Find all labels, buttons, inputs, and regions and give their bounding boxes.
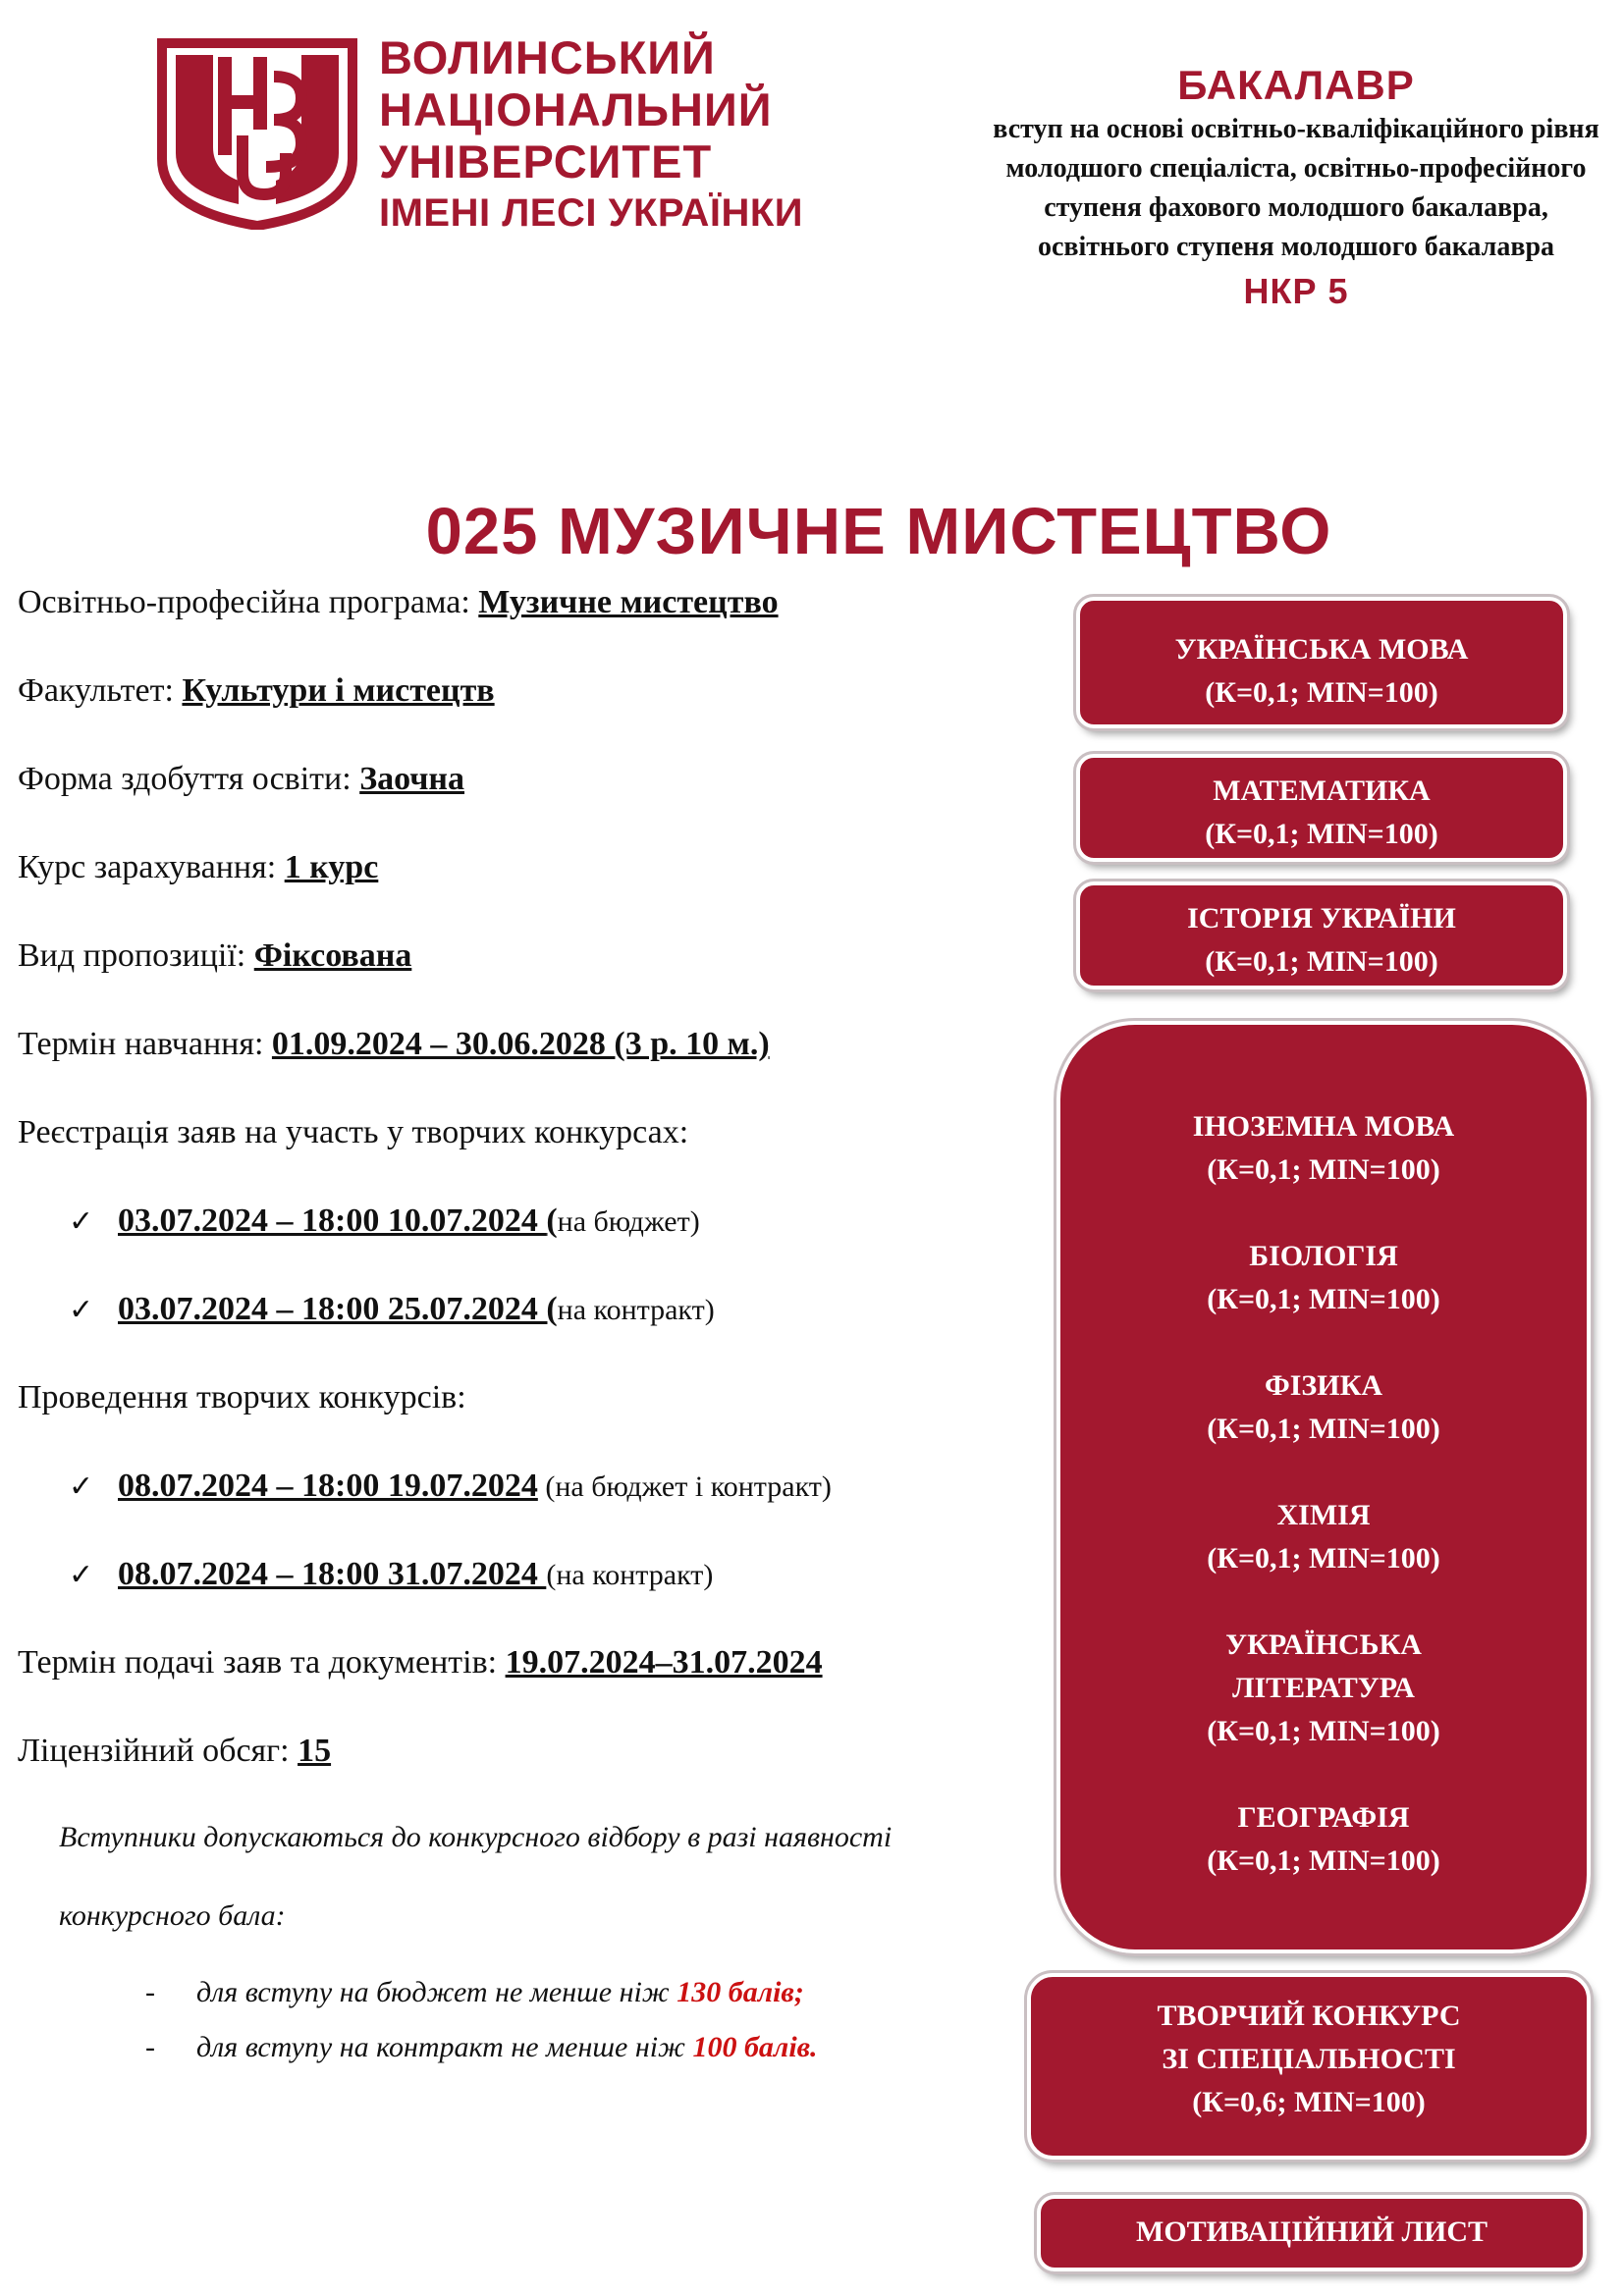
degree-title: БАКАЛАВР	[1177, 62, 1415, 108]
program-label: Освітньо-професійна програма:	[18, 584, 479, 620]
registration-heading: Реєстрація заяв на участь у творчих конкурсах:	[18, 1114, 689, 1150]
registration-dates: 03.07.2024 – 18:00 25.07.2024 (	[118, 1291, 558, 1327]
subject-name: ГЕОГРАФІЯ	[1237, 1801, 1410, 1834]
course-label: Курс зарахування:	[18, 849, 285, 885]
license-label: Ліцензійний обсяг:	[18, 1733, 298, 1769]
registration-dates: 03.07.2024 – 18:00 10.07.2024	[118, 1202, 547, 1239]
contest-dates: 08.07.2024 – 18:00 31.07.2024	[118, 1556, 547, 1592]
contests-heading: Проведення творчих конкурсів:	[18, 1379, 466, 1415]
admission-bullet	[145, 1973, 804, 2012]
checkmark-icon: ✓	[69, 1559, 94, 1591]
study-form-row	[18, 758, 464, 801]
faculty-row	[18, 669, 495, 713]
subject-coefficient: (К=0,1; MIN=100)	[1207, 1413, 1440, 1445]
submission-label: Термін подачі заяв та документів:	[18, 1644, 506, 1681]
subject-box-history	[1076, 881, 1567, 989]
university-name-line-3: УНІВЕРСИТЕТ	[379, 135, 713, 187]
dash-bullet: -	[145, 1976, 155, 2008]
faculty-label: Факультет:	[18, 672, 183, 709]
elective-subject	[1060, 1796, 1587, 1883]
contest-item	[69, 1465, 832, 1509]
offer-type-value: Фіксована	[253, 937, 412, 974]
university-name-line-4: ІМЕНІ ЛЕСІ УКРАЇНКИ	[379, 191, 804, 235]
elective-subject	[1060, 1364, 1587, 1451]
subject-name-line-2: ЛІТЕРАТУРА	[1232, 1672, 1415, 1704]
submission-value: 19.07.2024–31.07.2024	[505, 1644, 823, 1681]
subject-coefficient: (К=0,1; MIN=100)	[1207, 1542, 1440, 1575]
creative-contest-line-2: ЗІ СПЕЦІАЛЬНОСТІ	[1162, 2043, 1456, 2075]
subject-name: УКРАЇНСЬКА МОВА	[1174, 633, 1469, 666]
motivation-letter-label: МОТИВАЦІЙНИЙ ЛИСТ	[1136, 2216, 1488, 2248]
subject-coefficient: (К=0,1; MIN=100)	[1205, 818, 1438, 850]
elective-subject	[1060, 1105, 1587, 1192]
registration-paren: (	[546, 1202, 558, 1239]
bullet-score: 100 балів.	[692, 2031, 818, 2063]
subject-coefficient: (К=0,1; MIN=100)	[1207, 1715, 1440, 1747]
subject-box-math	[1076, 754, 1567, 862]
checkmark-icon: ✓	[69, 1470, 94, 1503]
university-logo-emblem	[154, 37, 360, 230]
admission-bullet	[145, 2028, 818, 2067]
bullet-text: для вступу на бюджет не менше ніж	[196, 1976, 677, 2008]
subject-name: МАТЕМАТИКА	[1213, 774, 1431, 807]
registration-note: на бюджет)	[557, 1205, 700, 1238]
offer-type-row	[18, 934, 411, 978]
contest-dates: 08.07.2024 – 18:00 19.07.2024	[118, 1468, 538, 1504]
creative-contest-line-1: ТВОРЧИЙ КОНКУРС	[1157, 2000, 1461, 2032]
dash-bullet: -	[145, 2031, 155, 2063]
university-name	[379, 31, 850, 240]
contest-item	[69, 1553, 713, 1597]
specialty-title: 025 МУЗИЧНЕ МИСТЕЦТВО	[425, 495, 1332, 568]
subject-name: ІСТОРІЯ УКРАЇНИ	[1187, 902, 1456, 934]
study-term-row	[18, 1023, 770, 1066]
contest-note: (на контракт)	[546, 1559, 714, 1591]
study-form-value: Заочна	[359, 761, 465, 797]
subject-coefficient: (К=0,1; MIN=100)	[1205, 945, 1438, 978]
registration-item	[69, 1288, 715, 1332]
subject-name: ХІМІЯ	[1276, 1499, 1371, 1531]
license-row	[18, 1730, 331, 1773]
subject-coefficient: (К=0,1; MIN=100)	[1205, 676, 1438, 709]
subject-coefficient: (К=0,1; MIN=100)	[1207, 1844, 1440, 1877]
study-term-value: 01.09.2024 – 30.06.2028 (3 р. 10 м.)	[271, 1026, 770, 1062]
creative-contest-box	[1027, 1973, 1591, 2160]
motivation-letter-box	[1037, 2195, 1587, 2271]
subject-name-line-1: УКРАЇНСЬКА	[1225, 1629, 1422, 1661]
program-row	[18, 581, 779, 624]
bullet-text: для вступу на контракт не менше ніж	[196, 2031, 693, 2063]
subject-coefficient: (К=0,6; MIN=100)	[1192, 2086, 1426, 2118]
study-term-label: Термін навчання:	[18, 1026, 272, 1062]
university-name-line-2: НАЦІОНАЛЬНИЙ	[379, 83, 773, 135]
degree-nkr-level: НКР 5	[1243, 271, 1349, 311]
university-name-line-1: ВОЛИНСЬКИЙ	[379, 31, 716, 83]
registration-item	[69, 1200, 700, 1244]
bullet-score: 130 балів;	[677, 1976, 804, 2008]
subject-name: ФІЗИКА	[1264, 1369, 1383, 1402]
admission-note-line-1: Вступники допускаються до конкурсного відбору в разі наявності	[59, 1821, 893, 1853]
checkmark-icon: ✓	[69, 1294, 94, 1326]
license-value: 15	[298, 1733, 332, 1769]
checkmark-icon: ✓	[69, 1205, 94, 1238]
course-value: 1 курс	[284, 849, 379, 885]
degree-info	[992, 61, 1600, 316]
subject-name: БІОЛОГІЯ	[1249, 1240, 1398, 1272]
degree-description: вступ на основі освітньо-кваліфікаційного рівня молодшого спеціаліста, освітньо-професійного ступеня фахового молодшого бакалавра, освітнього ступеня молодшого бакалавра	[993, 114, 1599, 262]
subject-coefficient: (К=0,1; MIN=100)	[1207, 1283, 1440, 1315]
program-value: Музичне мистецтво	[478, 584, 779, 620]
elective-subjects-box	[1056, 1021, 1591, 1953]
offer-type-label: Вид пропозиції:	[18, 937, 254, 974]
subject-name: ІНОЗЕМНА МОВА	[1192, 1110, 1455, 1143]
contest-note: (на бюджет і контракт)	[537, 1470, 832, 1503]
subject-box-ukrainian	[1076, 597, 1567, 728]
admission-note-line-2: конкурсного бала:	[59, 1899, 286, 1932]
subject-coefficient: (К=0,1; MIN=100)	[1207, 1153, 1440, 1186]
course-row	[18, 846, 378, 889]
submission-row	[18, 1641, 823, 1684]
registration-note: на контракт)	[557, 1294, 715, 1326]
faculty-value: Культури і мистецтв	[182, 672, 495, 709]
elective-subject	[1060, 1235, 1587, 1321]
study-form-label: Форма здобуття освіти:	[18, 761, 360, 797]
elective-subject	[1060, 1494, 1587, 1580]
elective-subject	[1060, 1624, 1587, 1753]
